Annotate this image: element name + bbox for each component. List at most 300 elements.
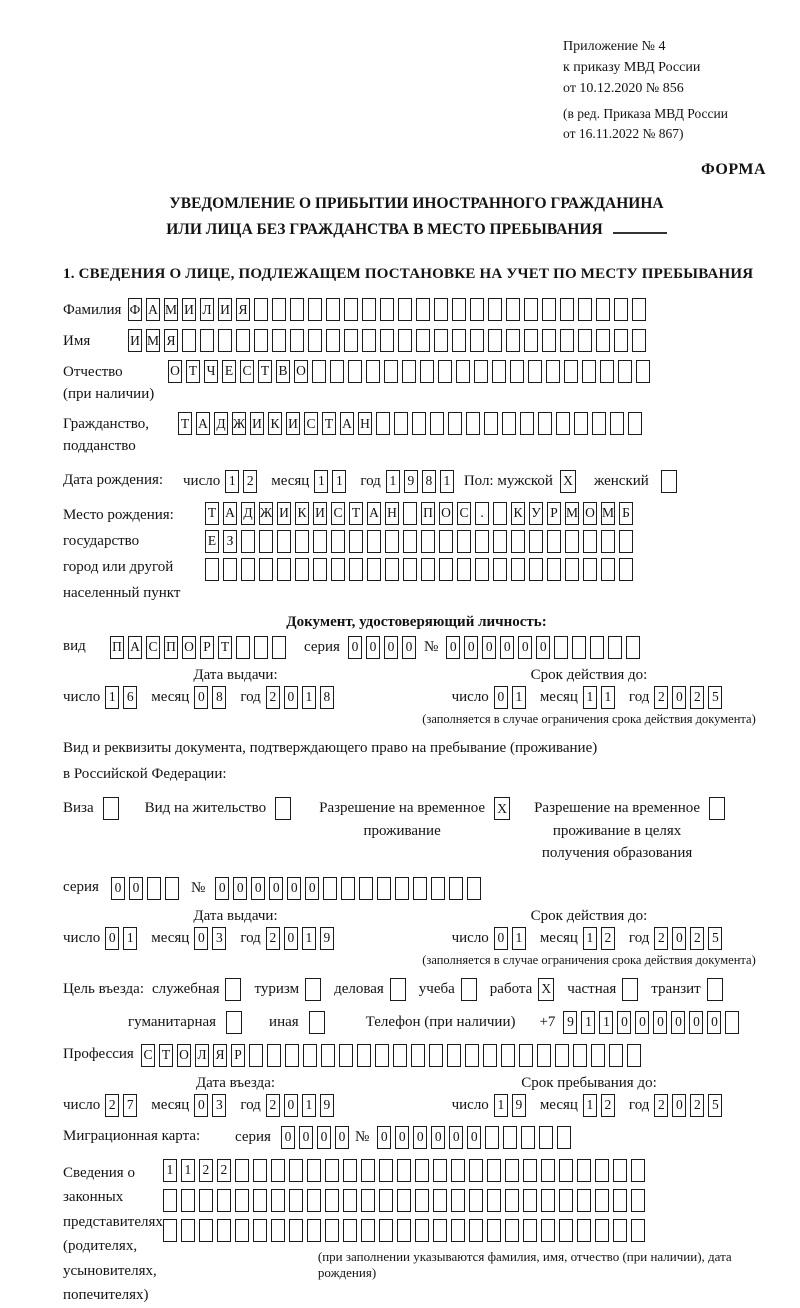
char-cell-empty[interactable] (609, 1044, 623, 1067)
char-cell-empty[interactable] (578, 329, 592, 352)
char-cell-empty[interactable] (359, 877, 373, 900)
char-cell-empty[interactable] (241, 530, 255, 553)
char-cell-filled[interactable]: 0 (377, 1126, 391, 1149)
char-cell-filled[interactable]: П (110, 636, 124, 659)
char-cell-empty[interactable] (474, 360, 488, 383)
char-cell-empty[interactable] (415, 1189, 429, 1212)
char-cell-empty[interactable] (523, 1219, 537, 1242)
char-cell-empty[interactable] (181, 1219, 195, 1242)
char-cell-empty[interactable] (610, 412, 624, 435)
char-cell-empty[interactable] (583, 558, 597, 581)
char-cell-empty[interactable] (325, 1159, 339, 1182)
char-cell-filled[interactable]: А (367, 502, 381, 525)
char-cell-empty[interactable] (631, 1189, 645, 1212)
char-cell-filled[interactable]: С (141, 1044, 155, 1067)
char-cell-empty[interactable] (520, 412, 534, 435)
char-cell-empty[interactable] (505, 1189, 519, 1212)
char-cell-filled[interactable]: Б (619, 502, 633, 525)
char-cell-filled[interactable]: И (218, 298, 232, 321)
char-cell-empty[interactable] (608, 636, 622, 659)
char-cell-empty[interactable] (321, 1044, 335, 1067)
char-cell-empty[interactable] (493, 502, 507, 525)
char-cell-filled[interactable]: 8 (320, 686, 334, 709)
char-cell-empty[interactable] (439, 530, 453, 553)
char-cell-empty[interactable] (236, 329, 250, 352)
char-cell-empty[interactable] (542, 329, 556, 352)
char-cell-filled[interactable]: 5 (708, 1094, 722, 1117)
char-cell-filled[interactable]: О (583, 502, 597, 525)
char-cell-empty[interactable] (493, 530, 507, 553)
char-cell-empty[interactable] (529, 530, 543, 553)
char-cell-empty[interactable] (438, 360, 452, 383)
char-cell-empty[interactable] (367, 530, 381, 553)
char-cell-empty[interactable] (344, 298, 358, 321)
char-cell-filled[interactable]: 0 (299, 1126, 313, 1149)
char-cell-filled[interactable]: 0 (707, 1011, 721, 1034)
char-cell-empty[interactable] (323, 877, 337, 900)
char-cell-empty[interactable] (628, 412, 642, 435)
char-cell-filled[interactable]: 3 (212, 1094, 226, 1117)
char-cell-empty[interactable] (277, 558, 291, 581)
char-cell-empty[interactable] (488, 329, 502, 352)
char-cell-filled[interactable]: И (250, 412, 264, 435)
char-cell-empty[interactable] (253, 1219, 267, 1242)
char-cell-empty[interactable] (457, 530, 471, 553)
char-cell-filled[interactable]: 1 (583, 1094, 597, 1117)
char-cell-filled[interactable]: 0 (402, 636, 416, 659)
char-cell-empty[interactable] (413, 877, 427, 900)
char-cell-filled[interactable]: Ф (128, 298, 142, 321)
char-cell-empty[interactable] (379, 1159, 393, 1182)
char-cell-filled[interactable]: Т (205, 502, 219, 525)
char-cell-filled[interactable]: А (223, 502, 237, 525)
char-cell-filled[interactable]: 2 (266, 1094, 280, 1117)
char-cell-empty[interactable] (541, 1219, 555, 1242)
char-cell-empty[interactable] (506, 329, 520, 352)
char-cell-empty[interactable] (343, 1219, 357, 1242)
char-cell-filled[interactable]: 9 (563, 1011, 577, 1034)
char-cell-empty[interactable] (267, 1044, 281, 1067)
sex-female-checkbox[interactable] (661, 470, 677, 493)
char-cell-filled[interactable]: 8 (422, 470, 436, 493)
purpose-transit-checkbox[interactable] (707, 978, 723, 1001)
char-cell-filled[interactable]: В (276, 360, 290, 383)
char-cell-empty[interactable] (511, 558, 525, 581)
char-cell-filled[interactable]: 0 (494, 927, 508, 950)
char-cell-empty[interactable] (236, 636, 250, 659)
char-cell-empty[interactable] (547, 558, 561, 581)
char-cell-empty[interactable] (393, 1044, 407, 1067)
char-cell-empty[interactable] (469, 1189, 483, 1212)
char-cell-filled[interactable]: 2 (266, 686, 280, 709)
char-cell-empty[interactable] (223, 558, 237, 581)
char-cell-filled[interactable]: Т (258, 360, 272, 383)
char-cell-filled[interactable]: 0 (689, 1011, 703, 1034)
char-cell-empty[interactable] (380, 329, 394, 352)
char-cell-empty[interactable] (439, 558, 453, 581)
char-cell-filled[interactable]: Р (200, 636, 214, 659)
char-cell-filled[interactable]: 0 (284, 927, 298, 950)
char-cell-filled[interactable]: 1 (302, 686, 316, 709)
char-cell-empty[interactable] (590, 636, 604, 659)
char-cell-filled[interactable]: Я (236, 298, 250, 321)
char-cell-filled[interactable]: 1 (601, 686, 615, 709)
char-cell-empty[interactable] (560, 329, 574, 352)
char-cell-empty[interactable] (433, 1189, 447, 1212)
char-cell-empty[interactable] (181, 1189, 195, 1212)
char-cell-empty[interactable] (259, 530, 273, 553)
char-cell-filled[interactable]: Р (231, 1044, 245, 1067)
char-cell-filled[interactable]: 1 (512, 927, 526, 950)
char-cell-empty[interactable] (199, 1189, 213, 1212)
char-cell-empty[interactable] (572, 636, 586, 659)
char-cell-empty[interactable] (511, 530, 525, 553)
char-cell-empty[interactable] (349, 530, 363, 553)
char-cell-filled[interactable]: 0 (464, 636, 478, 659)
char-cell-empty[interactable] (521, 1126, 535, 1149)
rvp-education-checkbox[interactable] (709, 797, 725, 820)
char-cell-empty[interactable] (308, 329, 322, 352)
char-cell-empty[interactable] (259, 558, 273, 581)
char-cell-empty[interactable] (415, 1159, 429, 1182)
char-cell-empty[interactable] (577, 1219, 591, 1242)
char-cell-empty[interactable] (600, 360, 614, 383)
char-cell-empty[interactable] (619, 558, 633, 581)
char-cell-empty[interactable] (555, 1044, 569, 1067)
char-cell-filled[interactable]: 0 (105, 927, 119, 950)
char-cell-empty[interactable] (385, 530, 399, 553)
char-cell-filled[interactable]: 5 (708, 686, 722, 709)
char-cell-empty[interactable] (529, 558, 543, 581)
char-cell-empty[interactable] (577, 1159, 591, 1182)
purpose-humanitarian-checkbox[interactable] (226, 1011, 242, 1034)
char-cell-empty[interactable] (254, 636, 268, 659)
char-cell-empty[interactable] (524, 298, 538, 321)
char-cell-empty[interactable] (313, 558, 327, 581)
char-cell-filled[interactable]: 9 (512, 1094, 526, 1117)
char-cell-empty[interactable] (503, 1126, 517, 1149)
char-cell-empty[interactable] (465, 1044, 479, 1067)
char-cell-filled[interactable]: 0 (284, 1094, 298, 1117)
char-cell-empty[interactable] (484, 412, 498, 435)
char-cell-empty[interactable] (469, 1219, 483, 1242)
char-cell-filled[interactable]: А (128, 636, 142, 659)
char-cell-empty[interactable] (632, 298, 646, 321)
char-cell-empty[interactable] (429, 1044, 443, 1067)
char-cell-filled[interactable]: Д (241, 502, 255, 525)
char-cell-empty[interactable] (163, 1219, 177, 1242)
char-cell-empty[interactable] (451, 1159, 465, 1182)
char-cell-empty[interactable] (348, 360, 362, 383)
char-cell-filled[interactable]: 0 (317, 1126, 331, 1149)
char-cell-filled[interactable]: 0 (518, 636, 532, 659)
char-cell-empty[interactable] (451, 1219, 465, 1242)
char-cell-empty[interactable] (199, 1219, 213, 1242)
char-cell-empty[interactable] (344, 329, 358, 352)
char-cell-empty[interactable] (618, 360, 632, 383)
char-cell-empty[interactable] (313, 530, 327, 553)
char-cell-empty[interactable] (367, 558, 381, 581)
char-cell-filled[interactable]: И (313, 502, 327, 525)
char-cell-empty[interactable] (560, 298, 574, 321)
char-cell-empty[interactable] (467, 877, 481, 900)
char-cell-empty[interactable] (506, 298, 520, 321)
purpose-business-checkbox[interactable] (390, 978, 406, 1001)
char-cell-filled[interactable]: И (286, 412, 300, 435)
char-cell-empty[interactable] (596, 329, 610, 352)
char-cell-filled[interactable]: 9 (404, 470, 418, 493)
char-cell-filled[interactable]: 0 (671, 1011, 685, 1034)
char-cell-empty[interactable] (377, 877, 391, 900)
char-cell-empty[interactable] (475, 558, 489, 581)
char-cell-filled[interactable]: 0 (467, 1126, 481, 1149)
char-cell-empty[interactable] (379, 1189, 393, 1212)
char-cell-filled[interactable]: 2 (601, 1094, 615, 1117)
char-cell-empty[interactable] (523, 1159, 537, 1182)
char-cell-empty[interactable] (591, 1044, 605, 1067)
sex-male-checkbox[interactable]: X (560, 470, 576, 493)
char-cell-filled[interactable]: 8 (212, 686, 226, 709)
char-cell-filled[interactable]: 0 (348, 636, 362, 659)
char-cell-filled[interactable]: И (182, 298, 196, 321)
char-cell-empty[interactable] (385, 558, 399, 581)
char-cell-empty[interactable] (295, 530, 309, 553)
char-cell-filled[interactable]: С (240, 360, 254, 383)
char-cell-empty[interactable] (312, 360, 326, 383)
char-cell-empty[interactable] (559, 1159, 573, 1182)
char-cell-empty[interactable] (595, 1219, 609, 1242)
char-cell-filled[interactable]: 2 (654, 1094, 668, 1117)
purpose-other-checkbox[interactable] (309, 1011, 325, 1034)
purpose-study-checkbox[interactable] (461, 978, 477, 1001)
char-cell-empty[interactable] (627, 1044, 641, 1067)
char-cell-empty[interactable] (307, 1159, 321, 1182)
char-cell-filled[interactable]: 0 (653, 1011, 667, 1034)
char-cell-empty[interactable] (626, 636, 640, 659)
char-cell-empty[interactable] (595, 1159, 609, 1182)
char-cell-empty[interactable] (343, 1159, 357, 1182)
char-cell-filled[interactable]: Т (178, 412, 192, 435)
char-cell-filled[interactable]: 0 (111, 877, 125, 900)
char-cell-filled[interactable]: 2 (654, 686, 668, 709)
char-cell-filled[interactable]: О (294, 360, 308, 383)
char-cell-filled[interactable]: 2 (690, 1094, 704, 1117)
char-cell-filled[interactable]: С (331, 502, 345, 525)
char-cell-empty[interactable] (271, 1159, 285, 1182)
char-cell-filled[interactable]: У (529, 502, 543, 525)
char-cell-empty[interactable] (272, 329, 286, 352)
char-cell-filled[interactable]: О (168, 360, 182, 383)
char-cell-filled[interactable]: 1 (314, 470, 328, 493)
char-cell-empty[interactable] (541, 1189, 555, 1212)
char-cell-empty[interactable] (573, 1044, 587, 1067)
char-cell-filled[interactable]: 1 (440, 470, 454, 493)
rvp-checkbox[interactable]: X (494, 797, 510, 820)
char-cell-empty[interactable] (416, 329, 430, 352)
char-cell-empty[interactable] (505, 1219, 519, 1242)
char-cell-filled[interactable]: 1 (583, 927, 597, 950)
char-cell-filled[interactable]: М (146, 329, 160, 352)
char-cell-empty[interactable] (271, 1219, 285, 1242)
char-cell-filled[interactable]: 1 (494, 1094, 508, 1117)
char-cell-filled[interactable]: П (421, 502, 435, 525)
char-cell-empty[interactable] (182, 329, 196, 352)
char-cell-empty[interactable] (469, 1159, 483, 1182)
char-cell-filled[interactable]: 0 (269, 877, 283, 900)
char-cell-filled[interactable]: Е (205, 530, 219, 553)
char-cell-empty[interactable] (574, 412, 588, 435)
char-cell-empty[interactable] (510, 360, 524, 383)
char-cell-filled[interactable]: 2 (199, 1159, 213, 1182)
char-cell-empty[interactable] (434, 298, 448, 321)
char-cell-empty[interactable] (403, 558, 417, 581)
char-cell-empty[interactable] (397, 1219, 411, 1242)
char-cell-empty[interactable] (415, 1219, 429, 1242)
char-cell-empty[interactable] (398, 298, 412, 321)
char-cell-empty[interactable] (565, 530, 579, 553)
char-cell-empty[interactable] (376, 412, 390, 435)
char-cell-empty[interactable] (366, 360, 380, 383)
char-cell-empty[interactable] (583, 530, 597, 553)
char-cell-filled[interactable]: 0 (194, 927, 208, 950)
char-cell-filled[interactable]: 2 (105, 1094, 119, 1117)
char-cell-filled[interactable]: Н (385, 502, 399, 525)
char-cell-filled[interactable]: Л (200, 298, 214, 321)
char-cell-empty[interactable] (541, 1159, 555, 1182)
char-cell-filled[interactable]: К (268, 412, 282, 435)
char-cell-empty[interactable] (420, 360, 434, 383)
char-cell-empty[interactable] (433, 1219, 447, 1242)
char-cell-filled[interactable]: Т (349, 502, 363, 525)
char-cell-empty[interactable] (542, 298, 556, 321)
char-cell-filled[interactable]: М (565, 502, 579, 525)
char-cell-empty[interactable] (325, 1219, 339, 1242)
char-cell-filled[interactable]: М (601, 502, 615, 525)
char-cell-filled[interactable]: 2 (654, 927, 668, 950)
char-cell-empty[interactable] (290, 329, 304, 352)
char-cell-empty[interactable] (577, 1189, 591, 1212)
char-cell-filled[interactable]: Я (213, 1044, 227, 1067)
char-cell-empty[interactable] (582, 360, 596, 383)
char-cell-filled[interactable]: Д (214, 412, 228, 435)
char-cell-empty[interactable] (253, 1159, 267, 1182)
char-cell-empty[interactable] (361, 1189, 375, 1212)
char-cell-empty[interactable] (456, 360, 470, 383)
char-cell-empty[interactable] (241, 558, 255, 581)
char-cell-empty[interactable] (235, 1219, 249, 1242)
char-cell-empty[interactable] (475, 530, 489, 553)
char-cell-filled[interactable]: О (182, 636, 196, 659)
char-cell-empty[interactable] (493, 558, 507, 581)
char-cell-empty[interactable] (632, 329, 646, 352)
char-cell-empty[interactable] (596, 298, 610, 321)
char-cell-empty[interactable] (546, 360, 560, 383)
char-cell-empty[interactable] (502, 412, 516, 435)
char-cell-empty[interactable] (613, 1219, 627, 1242)
char-cell-filled[interactable]: Ж (232, 412, 246, 435)
char-cell-empty[interactable] (384, 360, 398, 383)
char-cell-empty[interactable] (254, 329, 268, 352)
char-cell-filled[interactable]: 1 (332, 470, 346, 493)
char-cell-empty[interactable] (488, 298, 502, 321)
char-cell-empty[interactable] (362, 298, 376, 321)
char-cell-empty[interactable] (235, 1159, 249, 1182)
char-cell-empty[interactable] (217, 1189, 231, 1212)
char-cell-empty[interactable] (613, 1189, 627, 1212)
char-cell-empty[interactable] (487, 1159, 501, 1182)
char-cell-empty[interactable] (725, 1011, 739, 1034)
char-cell-empty[interactable] (326, 298, 340, 321)
char-cell-filled[interactable]: 2 (217, 1159, 231, 1182)
char-cell-filled[interactable]: 1 (386, 470, 400, 493)
char-cell-filled[interactable]: 2 (243, 470, 257, 493)
char-cell-empty[interactable] (431, 877, 445, 900)
char-cell-empty[interactable] (205, 558, 219, 581)
char-cell-empty[interactable] (412, 412, 426, 435)
char-cell-empty[interactable] (614, 298, 628, 321)
char-cell-empty[interactable] (564, 360, 578, 383)
char-cell-filled[interactable]: А (146, 298, 160, 321)
char-cell-empty[interactable] (447, 1044, 461, 1067)
purpose-tourism-checkbox[interactable] (305, 978, 321, 1001)
char-cell-empty[interactable] (295, 558, 309, 581)
char-cell-filled[interactable]: 2 (690, 686, 704, 709)
char-cell-empty[interactable] (361, 1159, 375, 1182)
char-cell-filled[interactable]: 0 (446, 636, 460, 659)
residence-permit-checkbox[interactable] (275, 797, 291, 820)
char-cell-empty[interactable] (403, 502, 417, 525)
char-cell-filled[interactable]: 1 (225, 470, 239, 493)
char-cell-filled[interactable]: 2 (266, 927, 280, 950)
char-cell-empty[interactable] (343, 1189, 357, 1212)
char-cell-filled[interactable]: С (304, 412, 318, 435)
char-cell-filled[interactable]: 0 (635, 1011, 649, 1034)
char-cell-empty[interactable] (619, 530, 633, 553)
char-cell-filled[interactable]: Т (322, 412, 336, 435)
char-cell-filled[interactable]: Т (218, 636, 232, 659)
char-cell-filled[interactable]: 0 (482, 636, 496, 659)
char-cell-filled[interactable]: 6 (123, 686, 137, 709)
char-cell-empty[interactable] (375, 1044, 389, 1067)
char-cell-filled[interactable]: К (511, 502, 525, 525)
char-cell-filled[interactable]: И (277, 502, 291, 525)
char-cell-empty[interactable] (403, 530, 417, 553)
char-cell-empty[interactable] (485, 1126, 499, 1149)
char-cell-filled[interactable]: А (340, 412, 354, 435)
char-cell-filled[interactable]: З (223, 530, 237, 553)
char-cell-empty[interactable] (341, 877, 355, 900)
char-cell-empty[interactable] (457, 558, 471, 581)
char-cell-filled[interactable]: 0 (194, 1094, 208, 1117)
char-cell-empty[interactable] (411, 1044, 425, 1067)
char-cell-empty[interactable] (398, 329, 412, 352)
char-cell-empty[interactable] (434, 329, 448, 352)
char-cell-empty[interactable] (235, 1189, 249, 1212)
char-cell-filled[interactable]: 0 (366, 636, 380, 659)
char-cell-filled[interactable]: 1 (123, 927, 137, 950)
char-cell-empty[interactable] (249, 1044, 263, 1067)
char-cell-filled[interactable]: К (295, 502, 309, 525)
char-cell-empty[interactable] (601, 530, 615, 553)
char-cell-filled[interactable]: 1 (105, 686, 119, 709)
char-cell-empty[interactable] (331, 558, 345, 581)
char-cell-empty[interactable] (218, 329, 232, 352)
char-cell-empty[interactable] (433, 1159, 447, 1182)
char-cell-filled[interactable]: 0 (494, 686, 508, 709)
char-cell-filled[interactable]: 0 (449, 1126, 463, 1149)
char-cell-empty[interactable] (592, 412, 606, 435)
char-cell-empty[interactable] (528, 360, 542, 383)
